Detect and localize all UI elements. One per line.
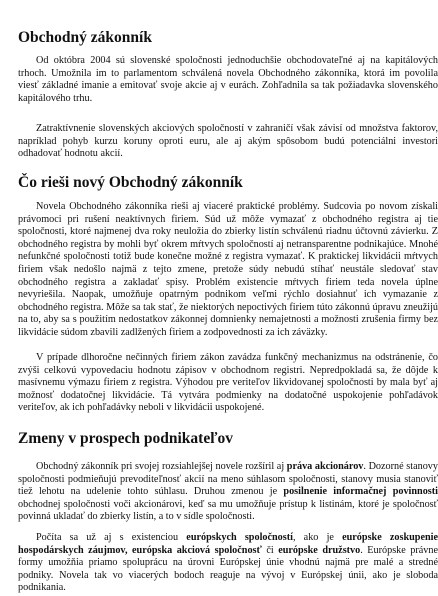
text-run: . Európske právne formy umožňia priamo spoluprácu na úrovni Európskej únie vhodnú najmä pre malé a stredné podniky. Novela tak vo viacerých bodoch reaguje na vývoj v Európskej únii, ako je sloboda podnikania. — [18, 544, 438, 594]
text-run: Novela Obchodného zákonníka rieši aj viaceré praktické problémy. Sudcovia po novom získali právomoci pri rušení neaktívnych firiem. Súd už môže vymazať z obchodného registra aj tie spoločnosti, ktoré najmenej dva roky neuložia do zbierky listín schválenú riadnu účtovnú závierku. Z obchodného registra by mohli byť okrem mŕtvych spoločností aj netransparentne podnikajúce. Mnohé nefunkčné spoločnosti totiž bude konečne možné z registra vymazať. K praktickej likvidácii mŕtvych firiem však nedošlo najmä z tejto zmene, pretože súdy nebudú stíhať neustále sledovať stav obchodného registra a zakladať spisy. Problém existencie mŕtvych firiem teda novela úplne nevyriešila. Naopak, umožňuje opatrným podnikom veľmi rýchlo dosiahnuť ich vymazanie z obchodného registra. Môže sa tak stať, že niektorých nepoctivých firiem túto zákonnú úpravu zneužijú na to, aby sa s použitím nedostatkov zákonnej domnienky nemajetnosti a možnosti zrušenia firmy bez likvidácie súdom zbavili zadlžených firiem a zodpovednosti za ich záväzky. — [18, 201, 438, 338]
bold-text-run: posilnenie informačnej povinnosti — [283, 486, 438, 498]
paragraph — [18, 201, 438, 340]
text-run: Od októbra 2004 sú slovenské spoločnosti jednoduchšie obchodovateľné aj na kapitálových trhoch. Umožnila im to parlamentom schválená novela Obchodného zákonníka, ktorá im povolila viesť základné imanie a emitovať svoje akcie aj v eurách. Zohľadnila sa tak požiadavka slovenského kapitálového trhu. — [18, 55, 438, 104]
paragraph-text — [18, 532, 438, 595]
text-run: Počíta sa už aj s existenciou — [36, 532, 187, 543]
bold-text-run: európske zoskupenie hospodárskych záujmov, európska akciová spoločnosť — [18, 532, 438, 556]
paragraph-text — [18, 123, 438, 161]
text-run: . Dozorné stanovy spoločnosti podmieňujú prevoditeľnosť akcií na meno súhlasom spoločnosti, stanovy musia stanoviť tiež lehotu na udelenie tohto súhlasu. Druhou zmenou je — [18, 461, 438, 498]
text-run: V prípade dlhoročne nečinných firiem zákon zavádza funkčný mechanizmus na odstránenie, čo zvýši celkovú vypovedaciu hodnotu zápisov v obchodnom registri. Nepredpokladá sa, že dôjde k masívnemu výmazu firiem z registra. Výhodou pre veriteľov likvidovanej spoločnosti by mala byť aj možnosť dodatočnej likvidácie. Tá vytvára podmienky na dodatočné uspokojenie pohľadávok veriteľov, ak ich pohľadávky neboli v likvidácii uspokojené. — [18, 352, 438, 414]
heading-obchodny-zakonnik: Obchodný zákonník — [18, 29, 152, 46]
bold-text-run: európske družstvo — [278, 544, 361, 556]
text-run: Obchodný zákonník pri svojej rozsiahlejšej novele rozšíril aj — [36, 461, 287, 472]
text-run: obchodnej spoločnosti voči akcionárovi, keď sa mu umožňuje prístup k listinám, ktoré je spoločnosť povinná ukladať do zbierky listín, a to v sídle spoločnosti. — [18, 498, 438, 523]
text-run: či — [261, 544, 279, 556]
paragraph — [18, 352, 438, 415]
text-run: , ako je — [292, 532, 343, 543]
paragraph — [18, 532, 438, 595]
heading-zmeny: Zmeny v prospech podnikateľov — [18, 430, 233, 447]
heading-co-riesi: Čo rieši nový Obchodný zákonník — [18, 174, 243, 191]
paragraph-text — [18, 352, 438, 415]
bold-text-run: práva akcionárov — [286, 461, 364, 472]
paragraph-text — [18, 55, 438, 105]
paragraph — [18, 123, 438, 161]
paragraph-text — [18, 201, 438, 340]
bold-text-run: európskych spoločností — [186, 532, 293, 543]
paragraph-text — [18, 461, 438, 524]
paragraph — [18, 55, 438, 105]
paragraph — [18, 461, 438, 524]
text-run: Zatraktívnenie slovenských akciových spoločností v zahraničí však závisí od množstva faktorov, napríklad pohyb kurzu koruny oproti euru, ale aj akým spôsobom budú potenciálni investori odhadovať hodnotu akcií. — [18, 123, 438, 160]
